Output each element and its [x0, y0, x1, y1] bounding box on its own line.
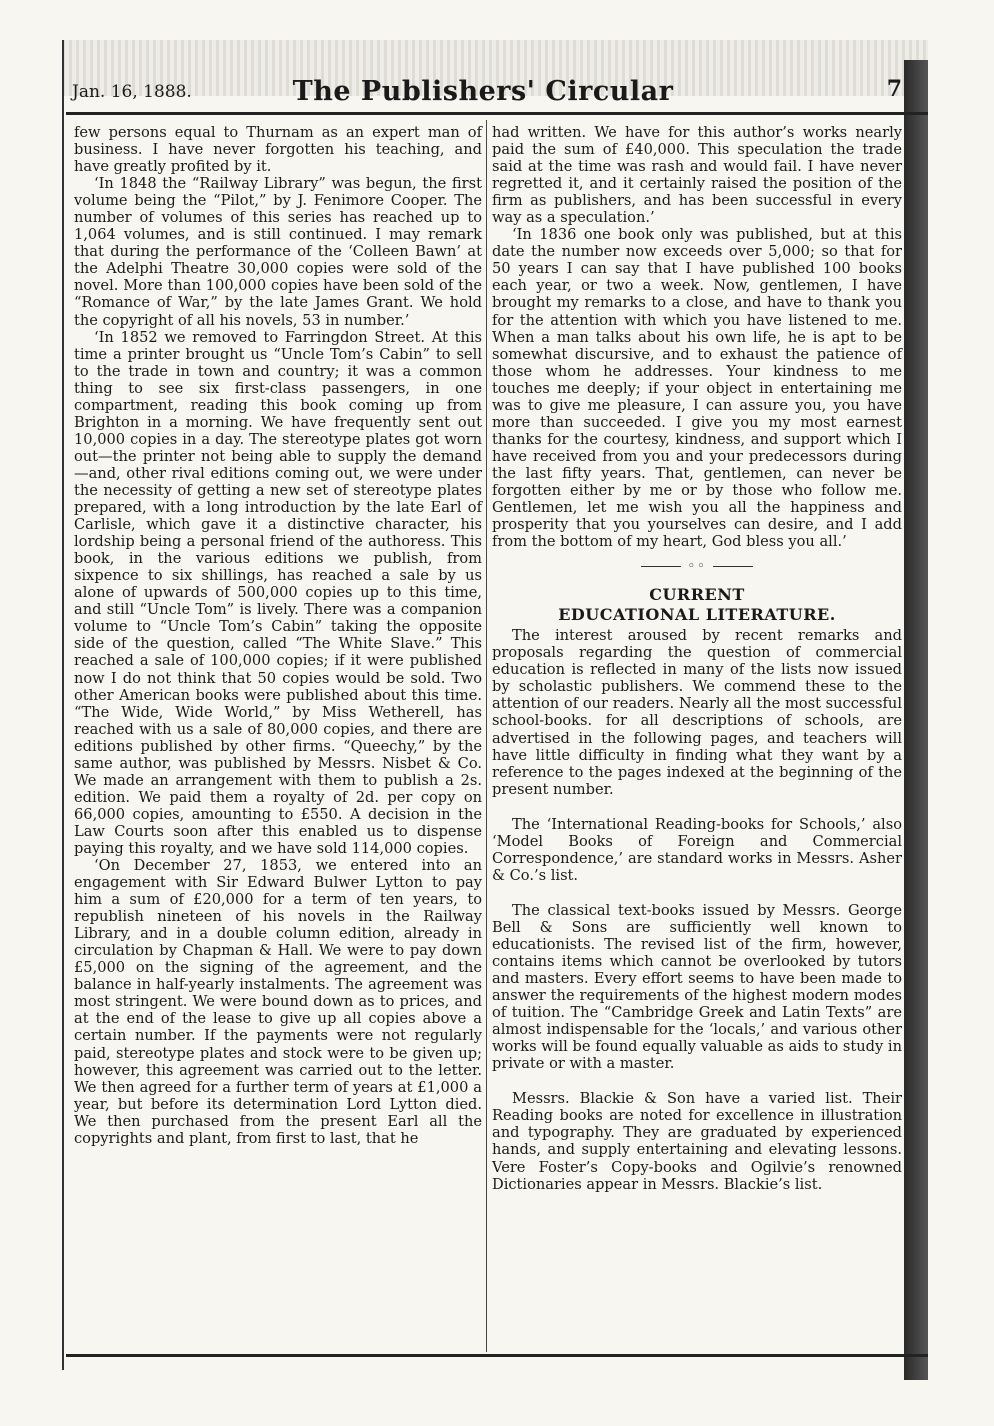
- paragraph: had written. We have for this author’s works nearly paid the sum of £40,000. This speculation the trade said at the time was rash and would fail. I have never regretted it, and it certainly raised the position of the firm as publishers, and has been successful in every way as a speculation.’: [492, 124, 902, 227]
- footer-rule: [66, 1354, 928, 1357]
- paragraph: ‘In 1836 one book only was published, but at this date the number now exceeds over 5,000; so that for 50 years I can say that I have published 100 books each year, or two a week. Now, gentlemen, I have brought my remarks to a close, and have to thank you for the attention with which you have listened to me. When a man talks about his own life, he is apt to be somewhat discursive, and to exhaust the patience of those whom he addresses. Your kindness to me touches me deeply; if your object in entertaining me was to give me pleasure, I can assure you, you have more than succeeded. I give you my most earnest thanks for the courtesy, kindness, and support which I have received from you and your predecessors during the last fifty years. That, gentlemen, can never be forgotten either by me or by those who follow me. Gentlemen, let me wish you all the happiness and prosperity that you yourselves can desire, and I add from the bottom of my heart, God bless you all.’: [492, 226, 902, 551]
- paragraph: The ‘International Reading-books for Schools,’ also ‘Model Books of Foreign and Commercial Correspondence,’ are standard works in Messrs. Asher & Co.’s list.: [492, 815, 902, 884]
- paragraph: Messrs. Blackie & Son have a varied list. Their Reading books are noted for excellence in illustration and typography. They are graduated by experienced hands, and supply entertaining and elevating lessons. Vere Foster’s Copy-books and Ogilvie’s renowned Dictionaries appear in Messrs. Blackie’s list.: [492, 1090, 902, 1193]
- paragraph: ‘On December 27, 1853, we entered into an engagement with Sir Edward Bulwer Lytton to pay him a sum of £20,000 for a term of ten years, to republish nineteen of his novels in the Railway Library, and in a double column edition, already in circulation by Chapman & Hall. We were to pay down £5,000 on the signing of the agreement, and the balance in half-yearly instalments. The agreement was most stringent. We were bound down as to prices, and at the end of the lease to give up all copies above a certain number. If the payments were not regularly paid, stereotype plates and stock were to be given up; however, this agreement was carried out to the letter. We then agreed for a further term of years at £1,000 a year, but before its determination Lord Lytton died. We then purchased from the present Earl all the copyrights and plant, from first to last, that he: [74, 857, 482, 1147]
- section-title-line-1: CURRENT: [649, 585, 745, 605]
- right-column: [492, 124, 902, 1193]
- column-divider: [486, 120, 487, 1352]
- issue-date: Jan. 16, 1888.: [72, 82, 192, 102]
- paragraph: ‘In 1848 the “Railway Library” was begun, the first volume being the “Pilot,” by J. Fenimore Cooper. The number of volumes of this series has reached up to 1,064 volumes, and is still continued. I may remark that during the performance of the ‘Colleen Bawn’ at the Adelphi Theatre 30,000 copies were sold of the novel. More than 100,000 copies have been sold of the “Romance of War,” by the late James Grant. We hold the copyright of all his novels, 53 in number.’: [74, 175, 482, 329]
- binding-edge: [904, 60, 928, 1380]
- running-header: [72, 76, 902, 108]
- page-number: 7: [886, 76, 902, 102]
- section-ornament: ◦◦: [492, 558, 902, 575]
- header-rule: [66, 112, 928, 115]
- paragraph: The interest aroused by recent remarks and proposals regarding the question of commercial education is reflected in many of the lists now issued by scholastic publishers. We commend these to the attention of our readers. Nearly all the most successful school-books. for all descriptions of schools, are advertised in the following pages, and teachers will have little difficulty in finding what they want by a reference to the pages indexed at the beginning of the present number.: [492, 627, 902, 798]
- paragraph: ‘In 1852 we removed to Farringdon Street. At this time a printer brought us “Uncle Tom’s Cabin” to sell to the trade in town and country; it was a common thing to see six first-class passengers, in one compartment, reading this book coming up from Brighton in a morning. We have frequently sent out 10,000 copies in a day. The stereotype plates got worn out—the printer not being able to supply the demand—and, other rival editions coming out, we were under the necessity of getting a new set of stereotype plates prepared, with a long introduction by the late Earl of Carlisle, which gave it a distinctive character, his lordship being a personal friend of the authoress. This book, in the various editions we publish, from sixpence to six shillings, has reached a sale by us alone of upwards of 500,000 copies up to this time, and still “Uncle Tom” is lively. There was a companion volume to “Uncle Tom’s Cabin” taking the opposite side of the question, called “The White Slave.” This reached a sale of 100,000 copies; if it were published now I do not think that 50 copies would be sold. Two other American books were published about this time. “The Wide, Wide World,” by Miss Wetherell, has reached with us a sale of 80,000 copies, and there are editions published by other firms. “Queechy,” by the same author, was published by Messrs. Nisbet & Co. We made an arrangement with them to publish a 2s. edition. We paid them a royalty of 2d. per copy on 66,000 copies, amounting to £550. A decision in the Law Courts soon after this enabled us to dispense paying this royalty, and we have sold 114,000 copies.: [74, 328, 482, 857]
- paragraph: few persons equal to Thurnam as an expert man of business. I have never forgotten his teaching, and have greatly profited by it.: [74, 124, 482, 176]
- section-title-line-2: EDUCATIONAL LITERATURE.: [558, 605, 836, 625]
- section-title: [492, 585, 902, 625]
- paragraph: The classical text-books issued by Messrs. George Bell & Sons are sufficiently well known to educationists. The revised list of the firm, however, contains items which cannot be overlooked by tutors and masters. Every effort seems to have been made to answer the requirements of the highest modern modes of tuition. The “Cambridge Greek and Latin Texts” are almost indispensable for the ‘locals,’ and various other works will be found equally valuable as aids to study in private or with a master.: [492, 901, 902, 1073]
- publication-title: The Publishers' Circular: [292, 76, 674, 107]
- left-column: [74, 124, 482, 1147]
